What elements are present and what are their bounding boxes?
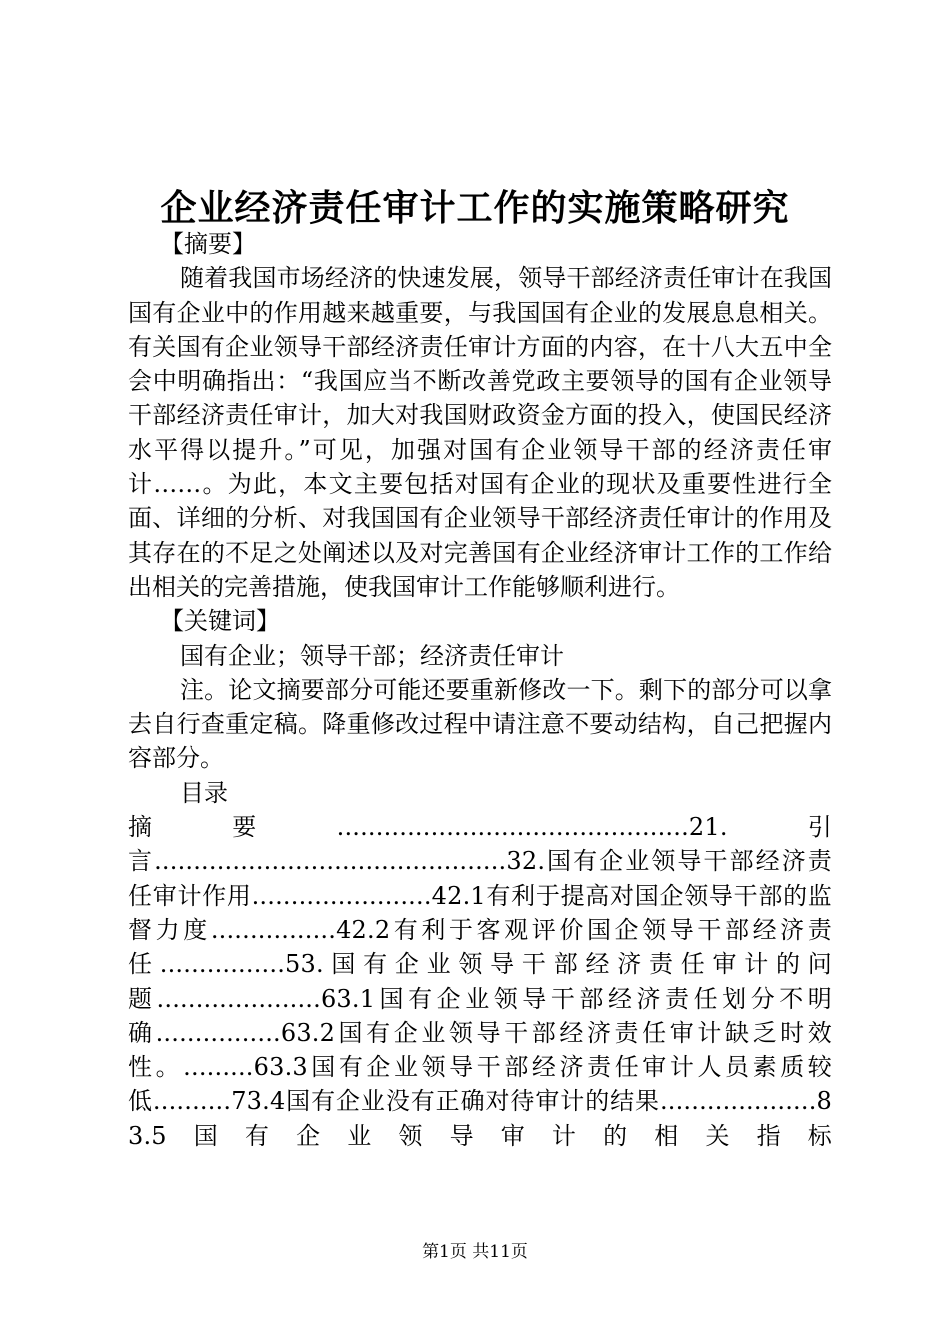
page-footer: 第1页 共11页 bbox=[422, 1242, 528, 1262]
keywords-heading: 【关键词】 bbox=[160, 607, 280, 636]
note-paragraph: 注。论文摘要部分可能还要重新修改一下。剩下的部分可以拿去自行查重定稿。降重修改过程中请注意不要动结构，自己把握内容部分。 bbox=[128, 675, 832, 773]
document-title: 企业经济责任审计工作的实施策略研究 bbox=[160, 187, 790, 229]
abstract-paragraph: 随着我国市场经济的快速发展，领导干部经济责任审计在我国国有企业中的作用越来越重要，与我国国有企业的发展息息相关。有关国有企业领导干部经济责任审计方面的内容，在十八大五中全会中明确指出：“我国应当不断改善党政主要领导的国有企业领导干部经济责任审计，加大对我国财政资金方面的投入，使国民经济水平得以提升。”可见，加强对国有企业领导干部的经济责任审计……。为此，本文主要包括对国有企业的现状及重要性进行全面、详细的分析、对我国国有企业领导干部经济责任审计的作用及其存在的不足之处阐述以及对完善国有企业经济审计工作的工作给出相关的完善措施，使我国审计工作能够顺利进行。 bbox=[128, 264, 832, 601]
abstract-heading: 【摘要】 bbox=[160, 230, 256, 258]
document-body bbox=[128, 227, 832, 1153]
table-of-contents: 摘要.............................................21.引言.............................................32.国有企业领导干部经济责任审计作用.......................42.1有利于提高对国企领导干部的监督力度................42.2有利于客观评价国企领导干部经济责任................53.国有企业领导干部经济责任审计的问题.....................63.1国有企业领导干部经济责任划分不明确................63.2国有企业领导干部经济责任审计缺乏时效性。.........63.3国有企业领导干部经济责任审计人员素质较低..........73.4国有企业没有正确对待审计的结果....................83.5国有企业领导审计的相关指标 bbox=[128, 813, 832, 1150]
keywords-paragraph: 国有企业；领导干部；经济责任审计 bbox=[180, 641, 564, 670]
toc-heading: 目录 bbox=[180, 778, 228, 807]
